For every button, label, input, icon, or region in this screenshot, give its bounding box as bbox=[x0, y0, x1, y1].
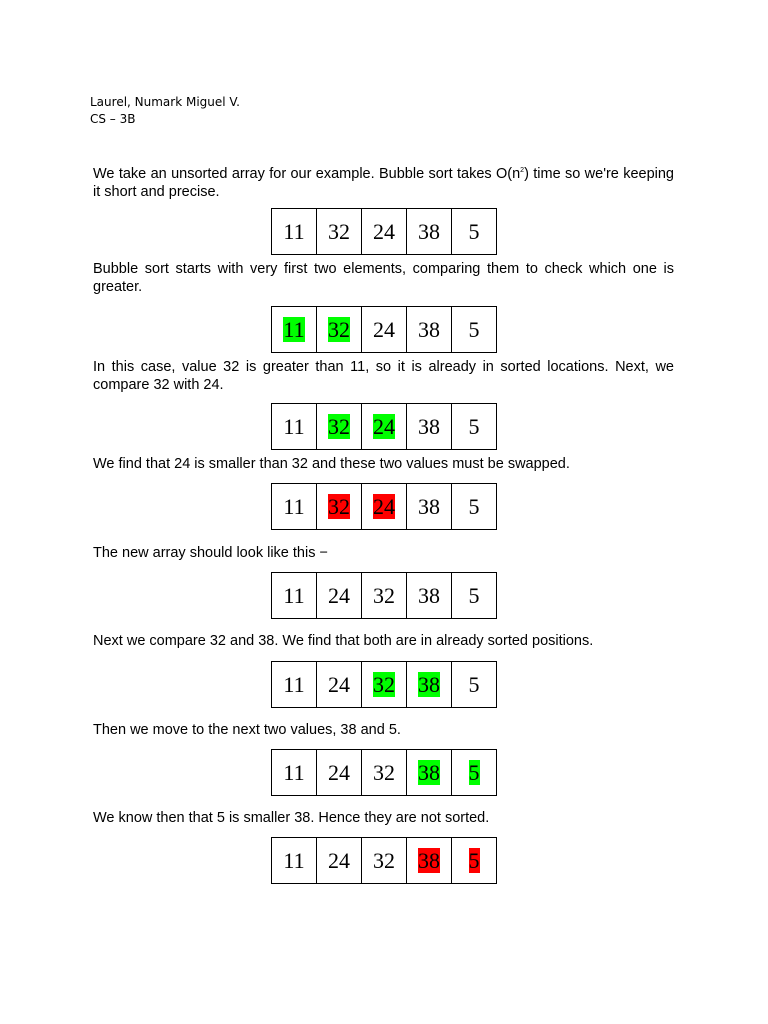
paragraph-2: Bubble sort starts with very first two elements, comparing them to check which one is greater. bbox=[93, 261, 674, 295]
array-cell bbox=[317, 838, 362, 884]
array-value: 5 bbox=[468, 671, 480, 697]
paragraph-1 bbox=[93, 162, 674, 201]
array-value: 38 bbox=[418, 759, 440, 785]
array-cell bbox=[407, 404, 452, 450]
document-header bbox=[90, 94, 240, 128]
paragraph-3: In this case, value 32 is greater than 11, so it is already in sorted locations. Next, we compare 32 with 24. bbox=[93, 359, 674, 393]
array-cell bbox=[452, 662, 497, 708]
paragraph-8: We know then that 5 is smaller 38. Hence they are not sorted. bbox=[93, 810, 490, 826]
array-row bbox=[272, 404, 497, 450]
array-value: 24 bbox=[373, 218, 395, 244]
array-value: 38 bbox=[418, 671, 440, 697]
array-cell bbox=[407, 484, 452, 530]
array-cell bbox=[452, 209, 497, 255]
array-cell bbox=[317, 307, 362, 353]
array-value: 24 bbox=[373, 493, 395, 519]
array-table-4 bbox=[271, 483, 497, 530]
array-value: 24 bbox=[328, 847, 350, 873]
array-cell bbox=[452, 404, 497, 450]
array-value: 24 bbox=[373, 413, 395, 439]
array-cell bbox=[272, 573, 317, 619]
array-cell bbox=[362, 307, 407, 353]
array-cell bbox=[272, 307, 317, 353]
array-cell bbox=[317, 484, 362, 530]
array-cell bbox=[317, 662, 362, 708]
paragraph-4: We find that 24 is smaller than 32 and these two values must be swapped. bbox=[93, 456, 570, 472]
array-table-5 bbox=[271, 572, 497, 619]
array-cell bbox=[452, 573, 497, 619]
array-cell bbox=[362, 573, 407, 619]
array-cell bbox=[362, 209, 407, 255]
paragraph-1-text-a: We take an unsorted array for our example. Bubble sort takes O(n bbox=[93, 165, 521, 182]
array-cell bbox=[272, 750, 317, 796]
array-value: 24 bbox=[328, 671, 350, 697]
array-value: 32 bbox=[373, 759, 395, 785]
array-value: 32 bbox=[373, 847, 395, 873]
array-value: 11 bbox=[283, 413, 305, 439]
array-table-7 bbox=[271, 749, 497, 796]
array-value: 5 bbox=[468, 316, 480, 342]
array-cell bbox=[317, 404, 362, 450]
array-cell bbox=[407, 838, 452, 884]
array-value: 11 bbox=[283, 671, 305, 697]
array-value: 32 bbox=[373, 582, 395, 608]
array-value: 38 bbox=[418, 493, 440, 519]
array-value: 11 bbox=[283, 847, 305, 873]
array-table-1 bbox=[271, 208, 497, 255]
array-cell bbox=[362, 838, 407, 884]
array-value: 38 bbox=[418, 316, 440, 342]
array-value: 5 bbox=[468, 759, 480, 785]
array-value: 32 bbox=[373, 671, 395, 697]
array-value: 32 bbox=[328, 218, 350, 244]
array-value: 32 bbox=[328, 316, 350, 342]
array-value: 11 bbox=[283, 493, 305, 519]
array-cell bbox=[362, 662, 407, 708]
array-value: 38 bbox=[418, 582, 440, 608]
array-table-2 bbox=[271, 306, 497, 353]
superscript: 2 bbox=[520, 167, 525, 174]
array-cell bbox=[452, 750, 497, 796]
array-cell bbox=[317, 573, 362, 619]
paragraph-6: Next we compare 32 and 38. We find that both are in already sorted positions. bbox=[93, 633, 594, 649]
array-cell bbox=[452, 484, 497, 530]
array-value: 32 bbox=[328, 413, 350, 439]
array-cell bbox=[452, 307, 497, 353]
array-row bbox=[272, 209, 497, 255]
array-table-6 bbox=[271, 661, 497, 708]
array-cell bbox=[272, 484, 317, 530]
array-value: 11 bbox=[283, 316, 305, 342]
array-value: 11 bbox=[283, 218, 305, 244]
array-row bbox=[272, 307, 497, 353]
array-row bbox=[272, 484, 497, 530]
array-value: 11 bbox=[283, 582, 305, 608]
array-cell bbox=[407, 209, 452, 255]
array-cell bbox=[407, 662, 452, 708]
array-value: 24 bbox=[328, 759, 350, 785]
array-row bbox=[272, 573, 497, 619]
array-value: 5 bbox=[468, 218, 480, 244]
array-cell bbox=[272, 662, 317, 708]
array-value: 5 bbox=[468, 493, 480, 519]
array-cell bbox=[362, 484, 407, 530]
array-cell bbox=[407, 750, 452, 796]
class-section: CS – 3B bbox=[90, 112, 136, 126]
array-value: 5 bbox=[468, 413, 480, 439]
array-table-8 bbox=[271, 837, 497, 884]
array-row bbox=[272, 750, 497, 796]
array-value: 24 bbox=[328, 582, 350, 608]
array-cell bbox=[407, 573, 452, 619]
array-table-3 bbox=[271, 403, 497, 450]
array-cell bbox=[362, 404, 407, 450]
array-cell bbox=[317, 209, 362, 255]
array-value: 38 bbox=[418, 413, 440, 439]
array-value: 11 bbox=[283, 759, 305, 785]
paragraph-7: Then we move to the next two values, 38 and 5. bbox=[93, 722, 401, 738]
array-value: 5 bbox=[468, 847, 480, 873]
array-cell bbox=[452, 838, 497, 884]
array-value: 38 bbox=[418, 218, 440, 244]
array-value: 5 bbox=[468, 582, 480, 608]
array-cell bbox=[272, 209, 317, 255]
array-row bbox=[272, 838, 497, 884]
paragraph-1-text-b: ) time so we're keeping it short and precise. bbox=[93, 165, 674, 200]
array-cell bbox=[407, 307, 452, 353]
array-cell bbox=[362, 750, 407, 796]
author-name: Laurel, Numark Miguel V. bbox=[90, 95, 240, 109]
array-cell bbox=[272, 838, 317, 884]
array-row bbox=[272, 662, 497, 708]
array-cell bbox=[272, 404, 317, 450]
array-value: 32 bbox=[328, 493, 350, 519]
array-value: 38 bbox=[418, 847, 440, 873]
array-cell bbox=[317, 750, 362, 796]
paragraph-5: The new array should look like this − bbox=[93, 545, 328, 561]
array-value: 24 bbox=[373, 316, 395, 342]
